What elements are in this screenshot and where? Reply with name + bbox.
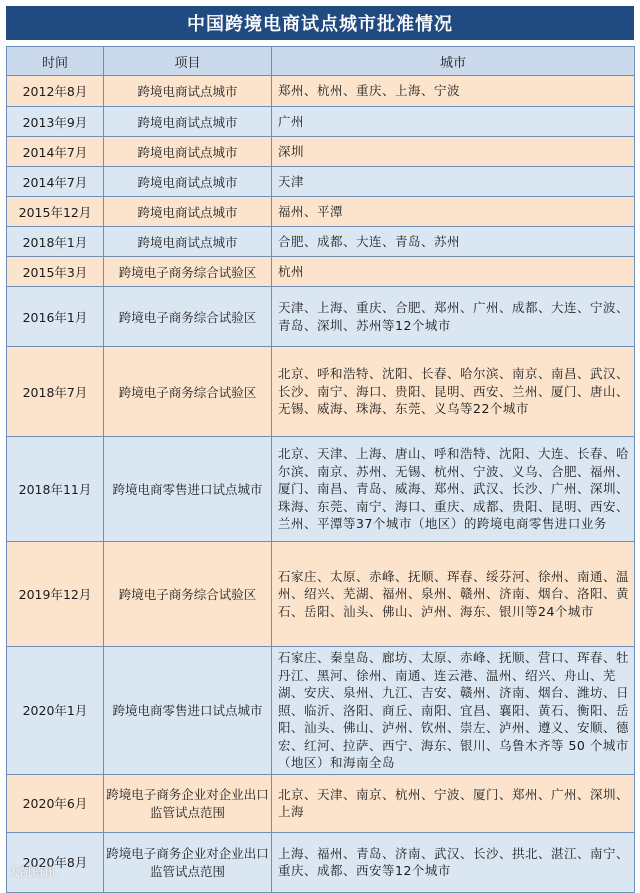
header-row [7,47,635,76]
row-time: 2019年12月 [7,542,104,647]
table-row [7,76,635,107]
row-city: 广州 [272,107,635,137]
table-row [7,774,635,832]
table-title: 中国跨境电商试点城市批准情况 [6,6,634,40]
row-item: 跨境电商试点城市 [104,167,272,197]
row-item: 跨境电子商务综合试验区 [104,347,272,437]
row-item: 跨境电子商务综合试验区 [104,257,272,287]
table-row [7,197,635,227]
row-item: 跨境电子商务企业对企业出口监管试点范围 [104,832,272,892]
table-row [7,107,635,137]
row-time: 2020年1月 [7,647,104,775]
row-item: 跨境电商试点城市 [104,227,272,257]
header-time: 时间 [7,47,104,76]
row-time: 2016年1月 [7,287,104,347]
row-item: 跨境电商试点城市 [104,137,272,167]
header-city: 城市 [272,47,635,76]
table-row [7,832,635,892]
row-time: 2014年7月 [7,137,104,167]
row-item: 跨境电商试点城市 [104,76,272,107]
row-time: 2018年11月 [7,437,104,542]
row-item: 跨境电商试点城市 [104,107,272,137]
row-city: 北京、天津、南京、杭州、宁波、厦门、郑州、广州、深圳、上海 [272,774,635,832]
row-city: 石家庄、太原、赤峰、抚顺、珲春、绥芬河、徐州、南通、温州、绍兴、芜湖、福州、泉州、赣州、济南、烟台、洛阳、黄石、岳阳、汕头、佛山、泸州、海东、银川等24个城市 [272,542,635,647]
row-city: 深圳 [272,137,635,167]
row-item: 跨境电商零售进口试点城市 [104,647,272,775]
row-city: 天津 [272,167,635,197]
row-time: 2015年3月 [7,257,104,287]
row-city: 合肥、成都、大连、青岛、苏州 [272,227,635,257]
row-time: 2018年7月 [7,347,104,437]
table-row [7,227,635,257]
row-time: 2020年8月 [7,832,104,892]
row-time: 2013年9月 [7,107,104,137]
row-city: 石家庄、秦皇岛、廊坊、太原、赤峰、抚顺、营口、珲春、牡丹江、黑河、徐州、南通、连云港、温州、绍兴、舟山、芜湖、安庆、泉州、九江、吉安、赣州、济南、烟台、潍坊、日照、临沂、洛阳、商丘、南阳、宜昌、襄阳、黄石、衡阳、岳阳、汕头、佛山、泸州、钦州、崇左、泸州、遵义、安顺、德宏、红河、拉萨、西宁、海东、银川、乌鲁木齐等 50 个城市（地区）和海南全岛 [272,647,635,775]
row-item: 跨境电子商务综合试验区 [104,287,272,347]
table-row [7,287,635,347]
row-item: 跨境电商试点城市 [104,197,272,227]
row-item: 跨境电子商务综合试验区 [104,542,272,647]
header-item: 项目 [104,47,272,76]
row-time: 2018年1月 [7,227,104,257]
table-row [7,647,635,775]
row-city: 北京、呼和浩特、沈阳、长春、哈尔滨、南京、南昌、武汉、长沙、南宁、海口、贵阳、昆明、西安、兰州、厦门、唐山、无锡、威海、珠海、东莞、义乌等22个城市 [272,347,635,437]
row-time: 2014年7月 [7,167,104,197]
row-city: 福州、平潭 [272,197,635,227]
row-time: 2012年8月 [7,76,104,107]
table-row [7,137,635,167]
approval-table [6,46,635,893]
table-row [7,347,635,437]
row-item: 跨境电子商务企业对企业出口监管试点范围 [104,774,272,832]
row-city: 上海、福州、青岛、济南、武汉、长沙、拱北、湛江、南宁、重庆、成都、西安等12个城市 [272,832,635,892]
row-time: 2020年6月 [7,774,104,832]
table-row [7,257,635,287]
table-row [7,542,635,647]
table-row [7,437,635,542]
row-city: 天津、上海、重庆、合肥、郑州、广州、成都、大连、宁波、青岛、深圳、苏州等12个城市 [272,287,635,347]
row-city: 北京、天津、上海、唐山、呼和浩特、沈阳、大连、长春、哈尔滨、南京、苏州、无锡、杭州、宁波、义乌、合肥、福州、厦门、南昌、青岛、威海、郑州、武汉、长沙、广州、深圳、珠海、东莞、南宁、海口、重庆、成都、贵阳、昆明、西安、兰州、平潭等37个城市（地区）的跨境电商零售进口业务 [272,437,635,542]
row-city: 杭州 [272,257,635,287]
row-time: 2015年12月 [7,197,104,227]
table-row [7,167,635,197]
row-item: 跨境电商零售进口试点城市 [104,437,272,542]
row-city: 郑州、杭州、重庆、上海、宁波 [272,76,635,107]
watermark: 大凯资讯 [8,865,57,879]
